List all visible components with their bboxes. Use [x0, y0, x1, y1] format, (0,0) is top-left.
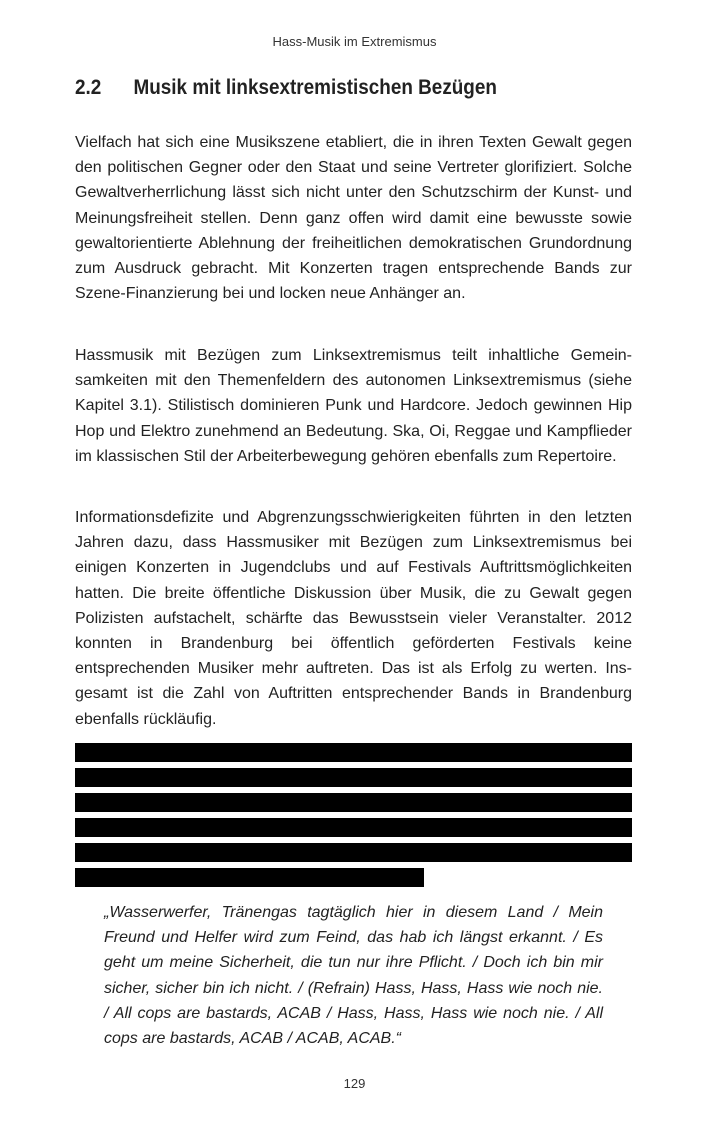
redaction-bar	[75, 843, 632, 862]
page-number: 129	[343, 1076, 366, 1091]
body-paragraph: Informationsdefizite und Abgrenzungsschwierigkeiten führten in den letzten Jahren dazu, dass Hassmusiker mit Bezügen zum Linksextremismus bei einigen Konzerten in Jugendclubs und auf Festivals Auftrittsmöglichkeiten hatten. Die breite öffentliche Diskussion über Musik, die zu Gewalt gegen Polizisten aufstachelt, schärfte das Bewusstsein vieler Veranstalter. 2012 konnten in Brandenburg bei öffentlich geförderten Festivals keine entsprechenden Musiker mehr auftreten. Das ist als Erfolg zu werten. Insgesamt ist die Zahl von Auftritten entsprechender Bands in Brandenburg ebenfalls rückläufig.	[75, 509, 632, 728]
redaction-bar	[75, 743, 632, 762]
body-paragraph: Vielfach hat sich eine Musikszene etabliert, die in ihren Texten Gewalt gegen den politischen Gegner oder den Staat und seine Vertreter glorifiziert. Solche Gewaltverherrlichung lässt sich nicht unter den Schutzschirm der Kunst- und Meinungsfreiheit stellen. Denn ganz offen wird damit eine bewusste sowie gewaltorientierte Ablehnung der freiheitlichen demokratischen Grundordnung zum Ausdruck gebracht. Mit Konzerten tragen entsprechende Bands zur Szene-Finanzierung bei und locken neue Anhänger an.	[75, 134, 632, 303]
running-header: Hass-Musik im Extremismus	[272, 34, 437, 49]
section-number: 2.2	[75, 76, 102, 99]
lyrics-quote: „Wasserwerfer, Tränengas tagtäglich hier in diesem Land / Mein Freund und Helfer wird zum Feind, das hab ich längst erkannt. / Es geht um meine Sicherheit, die tun nur ihre Pflicht. / Doch ich bin mir sicher, sicher bin ich nicht. / (Refrain) Hass, Hass, Hass wie noch nie. / All cops are bastards, ACAB / Hass, Hass, Hass wie noch nie. / All cops are bastards, ACAB / ACAB, ACAB.“	[104, 904, 603, 1048]
section-title: Musik mit linksextremistischen Bezügen	[133, 76, 497, 99]
redaction-bar	[75, 868, 424, 887]
redaction-bar	[75, 818, 632, 837]
section-heading	[75, 76, 579, 100]
redaction-bar	[75, 768, 632, 787]
redaction-bar	[75, 793, 632, 812]
body-paragraph: Hassmusik mit Bezügen zum Linksextremismus teilt inhaltliche Gemeinsamkeiten mit den Themenfeldern des autonomen Linksextremismus (siehe Kapitel 3.1). Stilistisch dominieren Punk und Hardcore. Jedoch gewinnen Hip Hop und Elektro zunehmend an Bedeutung. Ska, Oi, Reggae und Kampflieder im klassischen Stil der Arbeiterbewegung gehören ebenfalls zum Repertoire.	[75, 347, 632, 465]
